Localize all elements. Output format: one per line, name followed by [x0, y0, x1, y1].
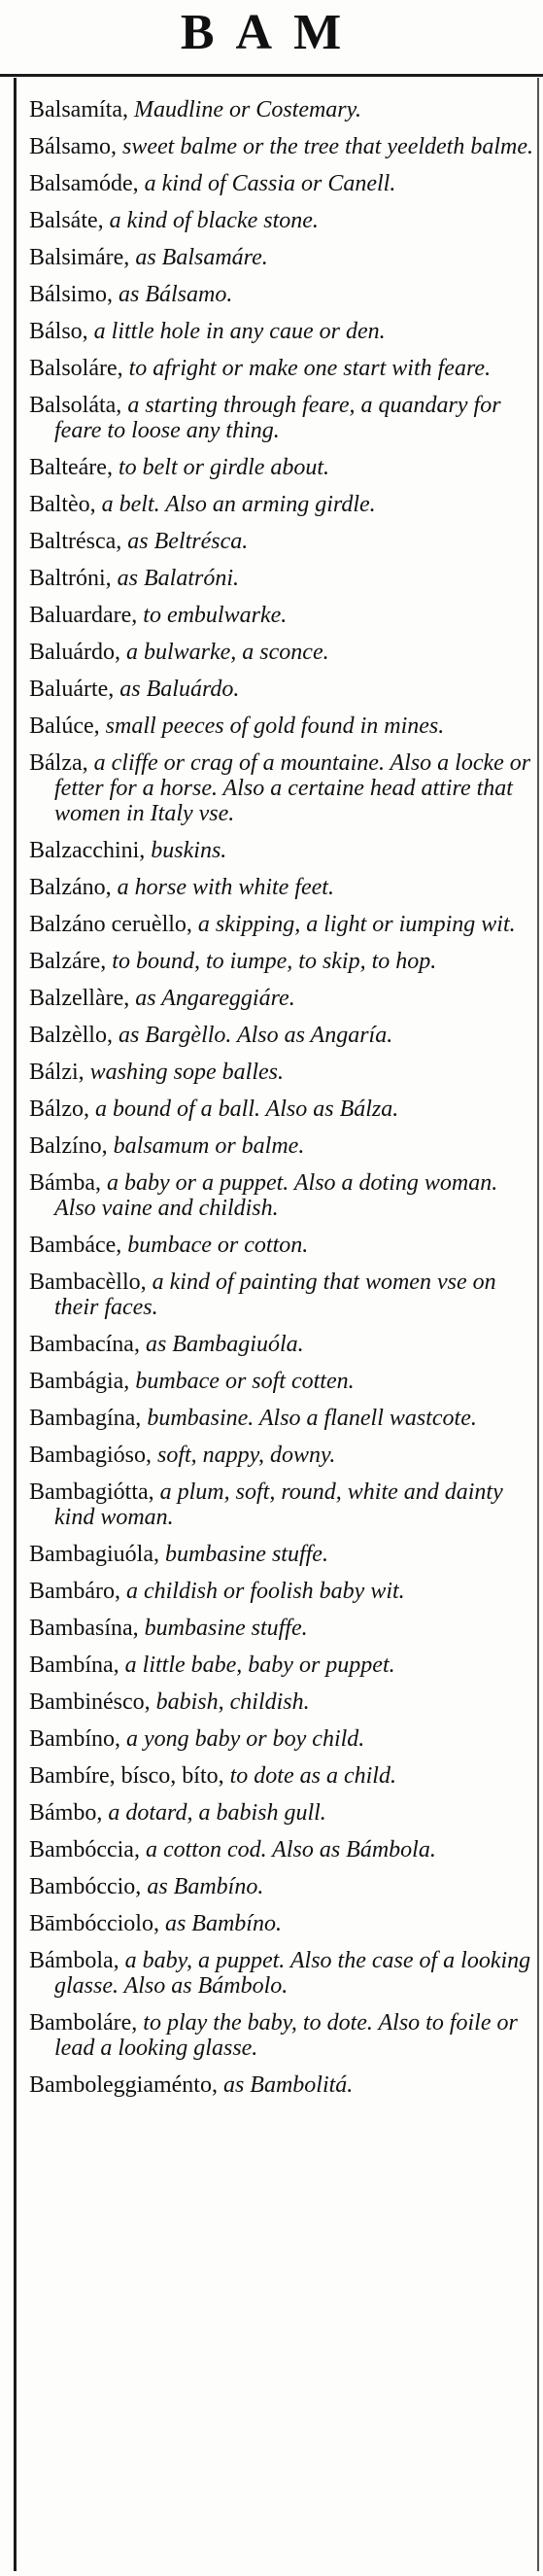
dictionary-entry	[29, 1369, 533, 1394]
headword: Bambacína,	[29, 1332, 140, 1357]
headword: Bámba,	[29, 1170, 101, 1196]
dictionary-entry	[29, 640, 533, 665]
headword: Bálzo,	[29, 1097, 89, 1122]
headword: Balzáno,	[29, 875, 112, 900]
definition: a bulwarke, a sconce.	[125, 640, 329, 665]
dictionary-entry	[29, 949, 533, 974]
definition: a bound of a ball. Also as Bálza.	[94, 1097, 399, 1122]
definition: buskins.	[151, 838, 227, 863]
definition: a kind of Cassia or Canell.	[144, 171, 396, 196]
dictionary-entry	[29, 1726, 533, 1752]
definition: washing sope balles.	[89, 1060, 284, 1085]
headword: Balzellàre,	[29, 986, 130, 1011]
headword: Balzáre,	[29, 949, 107, 974]
definition: as Beltrésca.	[127, 529, 249, 554]
dictionary-entry	[29, 1270, 533, 1320]
headword: Bambíre, bísco, bíto,	[29, 1763, 224, 1789]
header-rule	[0, 74, 543, 77]
definition: a little hole in any caue or den.	[93, 319, 386, 344]
definition: as Angareggiáre.	[135, 986, 295, 1011]
headword: Bambasína,	[29, 1616, 139, 1641]
dictionary-entry	[29, 912, 533, 937]
dictionary-entry	[29, 1653, 533, 1678]
headword: Bambacèllo,	[29, 1270, 147, 1295]
definition: as Balatróni.	[117, 566, 239, 591]
definition: to bound, to iumpe, to skip, to hop.	[112, 949, 437, 974]
definition: bumbasine stuffe.	[164, 1542, 328, 1567]
headword: Balsáte,	[29, 208, 104, 233]
dictionary-entry	[29, 134, 533, 159]
headword: Bálsamo,	[29, 134, 117, 159]
definition: to afright or make one start with feare.	[128, 356, 492, 381]
dictionary-entry	[29, 97, 533, 122]
headword: Balsoláta,	[29, 393, 122, 418]
definition: as Bambagiuóla.	[145, 1332, 304, 1357]
dictionary-entry	[29, 1406, 533, 1431]
dictionary-entry	[29, 1616, 533, 1641]
definition: a horse with white feet.	[117, 875, 334, 900]
headword: Bambína,	[29, 1653, 119, 1678]
headword: Bambagína,	[29, 1406, 142, 1431]
definition: a little babe, baby or puppet.	[124, 1653, 395, 1678]
definition: a dotard, a babish gull.	[108, 1800, 326, 1826]
definition: a yong baby or boy child.	[126, 1726, 365, 1752]
dictionary-entry	[29, 393, 533, 443]
definition: a baby or a puppet. Also a doting woman. Also vaine and childish.	[54, 1170, 498, 1221]
headword: Baltróni,	[29, 566, 112, 591]
dictionary-entry	[29, 1170, 533, 1221]
definition: bumbasine. Also a flanell wastcote.	[147, 1406, 477, 1431]
headword: Bambinésco,	[29, 1689, 151, 1715]
dictionary-entry	[29, 566, 533, 591]
headword: Baltrésca,	[29, 529, 122, 554]
entry-list	[29, 97, 533, 2109]
definition: bumbace or cotton.	[127, 1233, 309, 1258]
dictionary-entry	[29, 1542, 533, 1567]
dictionary-entry	[29, 750, 533, 826]
dictionary-entry	[29, 875, 533, 900]
definition: a plum, soft, round, white and dainty kind woman.	[54, 1479, 503, 1530]
definition: a belt. Also an arming girdle.	[101, 492, 376, 517]
headword: Balzíno,	[29, 1133, 108, 1159]
dictionary-entry	[29, 455, 533, 480]
definition: balsamum or balme.	[113, 1133, 305, 1159]
dictionary-entry	[29, 1689, 533, 1715]
definition: as Bambíno.	[164, 1911, 282, 1936]
headword: Balsamíta,	[29, 97, 128, 122]
headword: Bálza,	[29, 750, 88, 776]
dictionary-entry	[29, 319, 533, 344]
headword: Bálzi,	[29, 1060, 85, 1085]
headword: Bámbo,	[29, 1800, 103, 1826]
headword: Balsoláre,	[29, 356, 123, 381]
headword: Baluardare,	[29, 603, 138, 628]
dictionary-entry	[29, 171, 533, 196]
dictionary-entry	[29, 1023, 533, 1048]
headword: Bálso,	[29, 319, 88, 344]
dictionary-entry	[29, 1332, 533, 1357]
definition: to dote as a child.	[229, 1763, 396, 1789]
headword: Bāmbócciolo,	[29, 1911, 159, 1936]
definition: as Baluárdo.	[119, 677, 240, 702]
page-header: BAM	[180, 5, 363, 60]
definition: as Bambolitá.	[222, 2072, 354, 2098]
definition: to play the baby, to dote. Also to foile or lead a looking glasse.	[54, 2010, 518, 2061]
definition: a kind of painting that women vse on their faces.	[54, 1270, 496, 1320]
headword: Bambagiuóla,	[29, 1542, 159, 1567]
headword: Bambáce,	[29, 1233, 122, 1258]
dictionary-entry	[29, 1443, 533, 1468]
headword: Bamboláre,	[29, 2010, 138, 2036]
definition: sweet balme or the tree that yeeldeth balme.	[122, 134, 533, 159]
definition: to belt or girdle about.	[118, 455, 330, 480]
headword: Bambíno,	[29, 1726, 120, 1752]
definition: a cotton cod. Also as Bámbola.	[145, 1837, 436, 1862]
headword: Bambóccia,	[29, 1837, 140, 1862]
dictionary-entry	[29, 1911, 533, 1936]
dictionary-entry	[29, 677, 533, 702]
headword: Baltèo,	[29, 492, 96, 517]
dictionary-entry	[29, 492, 533, 517]
headword: Balsimáre,	[29, 245, 130, 270]
definition: as Bargèllo. Also as Angaría.	[118, 1023, 393, 1048]
headword: Bambagiótta,	[29, 1479, 154, 1505]
definition: a skipping, a light or iumping wit.	[197, 912, 516, 937]
headword: Balúce,	[29, 714, 100, 739]
definition: as Bambíno.	[147, 1874, 264, 1899]
definition: a baby, a puppet. Also the case of a looking glasse. Also as Bámbolo.	[54, 1948, 531, 1999]
definition: as Bálsamo.	[119, 282, 233, 307]
dictionary-entry	[29, 986, 533, 1011]
headword: Bálsimo,	[29, 282, 114, 307]
dictionary-entry	[29, 208, 533, 233]
headword: Bamboleggiaménto,	[29, 2072, 218, 2098]
dictionary-entry	[29, 838, 533, 863]
column-rule	[14, 78, 17, 2571]
dictionary-entry	[29, 1233, 533, 1258]
definition: a childish or foolish baby wit.	[125, 1579, 405, 1604]
dictionary-entry	[29, 1763, 533, 1789]
dictionary-entry	[29, 1800, 533, 1826]
dictionary-entry	[29, 1837, 533, 1862]
dictionary-entry	[29, 1097, 533, 1122]
dictionary-entry	[29, 1579, 533, 1604]
definition: bumbace or soft cotten.	[135, 1369, 355, 1394]
dictionary-entry	[29, 245, 533, 270]
definition: as Balsamáre.	[135, 245, 268, 270]
headword: Balzacchini,	[29, 838, 146, 863]
dictionary-entry	[29, 2072, 533, 2098]
dictionary-entry	[29, 356, 533, 381]
dictionary-entry	[29, 1060, 533, 1085]
headword: Balzèllo,	[29, 1023, 113, 1048]
headword: Baluárdo,	[29, 640, 120, 665]
definition: bumbasine stuffe.	[144, 1616, 308, 1641]
dictionary-entry	[29, 2010, 533, 2061]
headword: Bambáro,	[29, 1579, 120, 1604]
dictionary-entry	[29, 529, 533, 554]
dictionary-entry	[29, 603, 533, 628]
definition: Maudline or Costemary.	[133, 97, 361, 122]
dictionary-entry	[29, 1874, 533, 1899]
definition: a starting through feare, a quandary for feare to loose any thing.	[54, 393, 501, 443]
page-edge	[537, 78, 539, 2571]
definition: to embulwarke.	[143, 603, 288, 628]
definition: babish, childish.	[155, 1689, 310, 1715]
dictionary-entry	[29, 1479, 533, 1530]
headword: Bámbola,	[29, 1948, 119, 1973]
definition: soft, nappy, downy.	[157, 1443, 336, 1468]
dictionary-entry	[29, 1133, 533, 1159]
headword: Baluárte,	[29, 677, 115, 702]
definition: a cliffe or crag of a mountaine. Also a locke or fetter for a horse. Also a certaine head attire that women in Italy vse.	[54, 750, 531, 826]
definition: small peeces of gold found in mines.	[105, 714, 445, 739]
headword: Balzáno ceruèllo,	[29, 912, 192, 937]
headword: Bambóccio,	[29, 1874, 142, 1899]
dictionary-entry	[29, 1948, 533, 1999]
headword: Bambágia,	[29, 1369, 130, 1394]
definition: a kind of blacke stone.	[109, 208, 319, 233]
headword: Balsamóde,	[29, 171, 139, 196]
headword: Bambagióso,	[29, 1443, 152, 1468]
dictionary-entry	[29, 714, 533, 739]
dictionary-entry	[29, 282, 533, 307]
headword: Balteáre,	[29, 455, 113, 480]
